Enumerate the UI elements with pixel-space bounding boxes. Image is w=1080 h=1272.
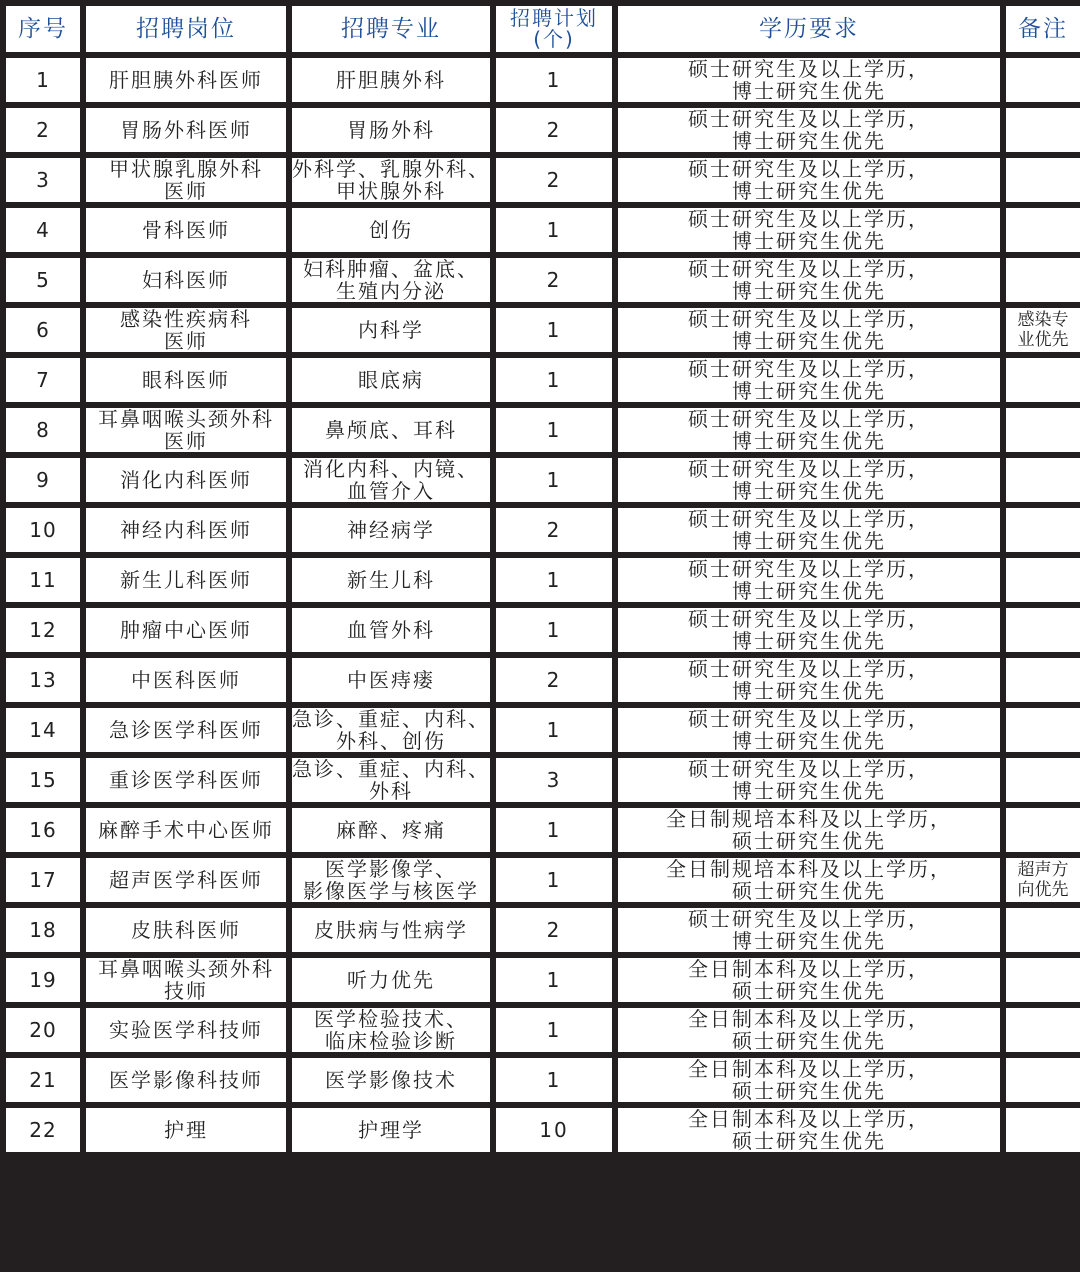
cell-education: 硕士研究生及以上学历， 博士研究生优先 <box>615 55 1003 105</box>
cell-no: 15 <box>3 755 83 805</box>
cell-note <box>1003 105 1080 155</box>
cell-note: 感染专 业优先 <box>1003 305 1080 355</box>
table-row <box>3 1105 1080 1155</box>
cell-education: 硕士研究生及以上学历， 博士研究生优先 <box>615 755 1003 805</box>
cell-major: 神经病学 <box>289 505 493 555</box>
cell-plan: 1 <box>493 355 615 405</box>
cell-education: 硕士研究生及以上学历， 博士研究生优先 <box>615 605 1003 655</box>
cell-education: 硕士研究生及以上学历， 博士研究生优先 <box>615 255 1003 305</box>
cell-position: 超声医学科医师 <box>83 855 289 905</box>
cell-major: 中医痔瘘 <box>289 655 493 705</box>
cell-no: 18 <box>3 905 83 955</box>
cell-major: 肝胆胰外科 <box>289 55 493 105</box>
cell-position: 胃肠外科医师 <box>83 105 289 155</box>
cell-position: 新生儿科医师 <box>83 555 289 605</box>
cell-note <box>1003 955 1080 1005</box>
cell-position: 神经内科医师 <box>83 505 289 555</box>
cell-note <box>1003 155 1080 205</box>
cell-note <box>1003 455 1080 505</box>
cell-education: 硕士研究生及以上学历， 博士研究生优先 <box>615 455 1003 505</box>
cell-note <box>1003 705 1080 755</box>
cell-plan: 1 <box>493 805 615 855</box>
cell-plan: 1 <box>493 205 615 255</box>
cell-no: 2 <box>3 105 83 155</box>
cell-plan: 1 <box>493 555 615 605</box>
cell-position: 感染性疾病科 医师 <box>83 305 289 355</box>
cell-plan: 2 <box>493 105 615 155</box>
cell-plan: 1 <box>493 455 615 505</box>
cell-no: 4 <box>3 205 83 255</box>
cell-education: 全日制本科及以上学历， 硕士研究生优先 <box>615 1105 1003 1155</box>
cell-position: 急诊医学科医师 <box>83 705 289 755</box>
cell-no: 5 <box>3 255 83 305</box>
cell-major: 眼底病 <box>289 355 493 405</box>
table-row <box>3 455 1080 505</box>
cell-plan: 2 <box>493 155 615 205</box>
cell-education: 硕士研究生及以上学历， 博士研究生优先 <box>615 105 1003 155</box>
header-plan: 招聘计划 (个) <box>493 3 615 55</box>
table-row <box>3 555 1080 605</box>
cell-no: 11 <box>3 555 83 605</box>
cell-education: 硕士研究生及以上学历， 博士研究生优先 <box>615 305 1003 355</box>
cell-major: 医学影像学、 影像医学与核医学 <box>289 855 493 905</box>
cell-education: 硕士研究生及以上学历， 博士研究生优先 <box>615 705 1003 755</box>
cell-note <box>1003 255 1080 305</box>
header-major: 招聘专业 <box>289 3 493 55</box>
table-row <box>3 605 1080 655</box>
header-note: 备注 <box>1003 3 1080 55</box>
cell-major: 鼻颅底、耳科 <box>289 405 493 455</box>
cell-plan: 2 <box>493 255 615 305</box>
cell-position: 甲状腺乳腺外科 医师 <box>83 155 289 205</box>
cell-position: 消化内科医师 <box>83 455 289 505</box>
cell-major: 创伤 <box>289 205 493 255</box>
cell-major: 妇科肿瘤、盆底、 生殖内分泌 <box>289 255 493 305</box>
cell-education: 全日制本科及以上学历， 硕士研究生优先 <box>615 1005 1003 1055</box>
cell-education: 全日制本科及以上学历， 硕士研究生优先 <box>615 955 1003 1005</box>
cell-position: 耳鼻咽喉头颈外科 医师 <box>83 405 289 455</box>
cell-education: 全日制本科及以上学历， 硕士研究生优先 <box>615 1055 1003 1105</box>
cell-major: 内科学 <box>289 305 493 355</box>
cell-note <box>1003 355 1080 405</box>
cell-position: 皮肤科医师 <box>83 905 289 955</box>
cell-position: 麻醉手术中心医师 <box>83 805 289 855</box>
cell-education: 硕士研究生及以上学历， 博士研究生优先 <box>615 505 1003 555</box>
cell-education: 硕士研究生及以上学历， 博士研究生优先 <box>615 905 1003 955</box>
cell-no: 9 <box>3 455 83 505</box>
cell-plan: 1 <box>493 405 615 455</box>
cell-education: 全日制规培本科及以上学历， 硕士研究生优先 <box>615 855 1003 905</box>
cell-plan: 1 <box>493 855 615 905</box>
header-no: 序号 <box>3 3 83 55</box>
cell-education: 全日制规培本科及以上学历， 硕士研究生优先 <box>615 805 1003 855</box>
cell-plan: 2 <box>493 905 615 955</box>
cell-plan: 3 <box>493 755 615 805</box>
table-row <box>3 205 1080 255</box>
cell-education: 硕士研究生及以上学历， 博士研究生优先 <box>615 205 1003 255</box>
cell-note <box>1003 1055 1080 1105</box>
cell-major: 外科学、乳腺外科、 甲状腺外科 <box>289 155 493 205</box>
table-row <box>3 1005 1080 1055</box>
cell-note <box>1003 605 1080 655</box>
cell-education: 硕士研究生及以上学历， 博士研究生优先 <box>615 555 1003 605</box>
cell-no: 19 <box>3 955 83 1005</box>
cell-note <box>1003 1105 1080 1155</box>
cell-no: 21 <box>3 1055 83 1105</box>
table-row <box>3 655 1080 705</box>
table-row <box>3 105 1080 155</box>
cell-major: 麻醉、疼痛 <box>289 805 493 855</box>
cell-no: 3 <box>3 155 83 205</box>
cell-position: 肿瘤中心医师 <box>83 605 289 655</box>
cell-education: 硕士研究生及以上学历， 博士研究生优先 <box>615 655 1003 705</box>
table-row <box>3 805 1080 855</box>
cell-major: 皮肤病与性病学 <box>289 905 493 955</box>
cell-no: 6 <box>3 305 83 355</box>
cell-no: 10 <box>3 505 83 555</box>
cell-no: 20 <box>3 1005 83 1055</box>
cell-note <box>1003 405 1080 455</box>
header-education: 学历要求 <box>615 3 1003 55</box>
cell-major: 消化内科、内镜、 血管介入 <box>289 455 493 505</box>
cell-no: 22 <box>3 1105 83 1155</box>
cell-major: 医学检验技术、 临床检验诊断 <box>289 1005 493 1055</box>
cell-plan: 1 <box>493 55 615 105</box>
cell-major: 血管外科 <box>289 605 493 655</box>
cell-plan: 2 <box>493 505 615 555</box>
cell-note <box>1003 905 1080 955</box>
cell-no: 14 <box>3 705 83 755</box>
cell-no: 12 <box>3 605 83 655</box>
table-row <box>3 1055 1080 1105</box>
cell-position: 重诊医学科医师 <box>83 755 289 805</box>
cell-no: 13 <box>3 655 83 705</box>
cell-note <box>1003 55 1080 105</box>
cell-note <box>1003 755 1080 805</box>
cell-note <box>1003 805 1080 855</box>
cell-note <box>1003 555 1080 605</box>
cell-major: 护理学 <box>289 1105 493 1155</box>
header-row <box>3 3 1080 55</box>
cell-position: 骨科医师 <box>83 205 289 255</box>
cell-no: 16 <box>3 805 83 855</box>
cell-education: 硕士研究生及以上学历， 博士研究生优先 <box>615 405 1003 455</box>
cell-position: 医学影像科技师 <box>83 1055 289 1105</box>
cell-plan: 10 <box>493 1105 615 1155</box>
cell-plan: 1 <box>493 1005 615 1055</box>
cell-plan: 1 <box>493 1055 615 1105</box>
cell-no: 1 <box>3 55 83 105</box>
cell-note <box>1003 1005 1080 1055</box>
cell-position: 妇科医师 <box>83 255 289 305</box>
cell-position: 耳鼻咽喉头颈外科 技师 <box>83 955 289 1005</box>
table-row <box>3 505 1080 555</box>
cell-plan: 1 <box>493 605 615 655</box>
table-row <box>3 305 1080 355</box>
cell-position: 中医科医师 <box>83 655 289 705</box>
table-row <box>3 155 1080 205</box>
cell-plan: 1 <box>493 305 615 355</box>
cell-position: 眼科医师 <box>83 355 289 405</box>
cell-no: 8 <box>3 405 83 455</box>
cell-note <box>1003 505 1080 555</box>
cell-education: 硕士研究生及以上学历， 博士研究生优先 <box>615 155 1003 205</box>
header-position: 招聘岗位 <box>83 3 289 55</box>
cell-note: 超声方 向优先 <box>1003 855 1080 905</box>
cell-major: 急诊、重症、内科、 外科 <box>289 755 493 805</box>
cell-position: 肝胆胰外科医师 <box>83 55 289 105</box>
table-row <box>3 405 1080 455</box>
table-row <box>3 705 1080 755</box>
cell-position: 护理 <box>83 1105 289 1155</box>
table-row <box>3 55 1080 105</box>
cell-note <box>1003 655 1080 705</box>
table-row <box>3 855 1080 905</box>
cell-plan: 1 <box>493 955 615 1005</box>
cell-major: 胃肠外科 <box>289 105 493 155</box>
table-row <box>3 255 1080 305</box>
cell-position: 实验医学科技师 <box>83 1005 289 1055</box>
cell-plan: 1 <box>493 705 615 755</box>
cell-note <box>1003 205 1080 255</box>
cell-major: 医学影像技术 <box>289 1055 493 1105</box>
cell-plan: 2 <box>493 655 615 705</box>
cell-education: 硕士研究生及以上学历， 博士研究生优先 <box>615 355 1003 405</box>
table-row <box>3 955 1080 1005</box>
cell-major: 急诊、重症、内科、 外科、创伤 <box>289 705 493 755</box>
cell-no: 7 <box>3 355 83 405</box>
table-row <box>3 755 1080 805</box>
cell-no: 17 <box>3 855 83 905</box>
cell-major: 听力优先 <box>289 955 493 1005</box>
table-row <box>3 355 1080 405</box>
cell-major: 新生儿科 <box>289 555 493 605</box>
table-row <box>3 905 1080 955</box>
